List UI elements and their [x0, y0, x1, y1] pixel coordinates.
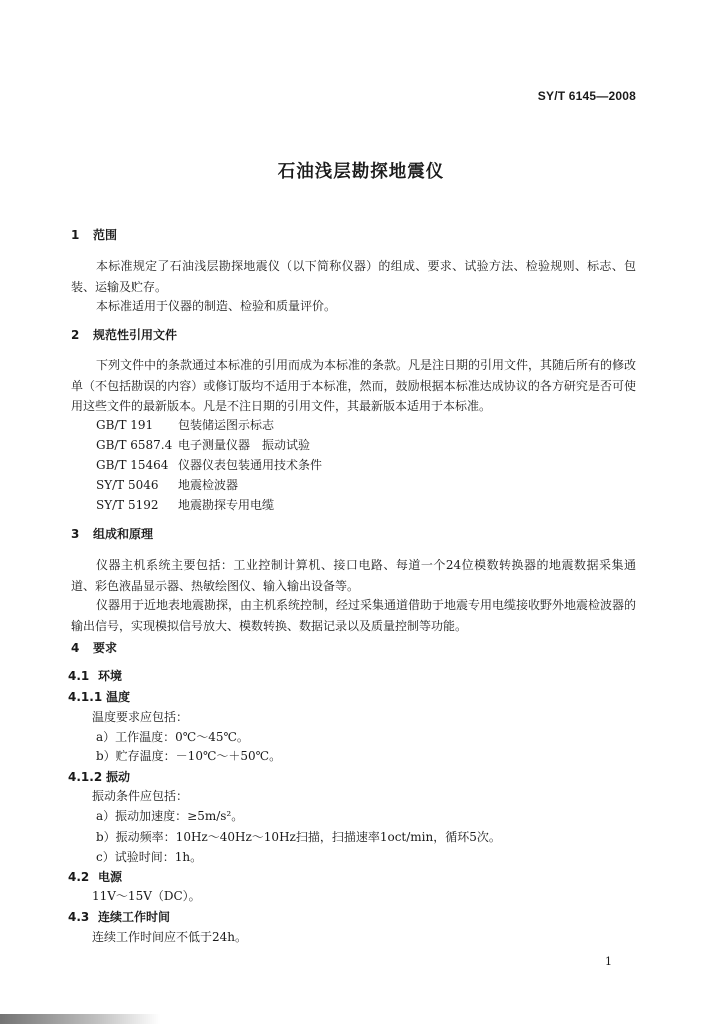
paragraph: 仪器用于近地表地震勘探，由主机系统控制，经过采集通道借助于地震专用电缆接收野外地震检波器的输出信号，实现模拟信号放大、模数转换、数据记录以及质量控制等功能。: [71, 598, 637, 633]
intro-text: 温度要求应包括：: [92, 710, 189, 724]
reference-name: 电子测量仪器 振动试验: [178, 438, 311, 452]
section-number: 4.1.1: [68, 690, 103, 704]
reference-name: 仪器仪表包装通用技术条件: [178, 458, 323, 472]
section-title: 组成和原理: [93, 527, 154, 541]
document-title: 石油浅层勘探地震仪: [277, 162, 445, 182]
reference-code: SY/T 5192: [96, 498, 159, 512]
reference-code: GB/T 15464: [96, 458, 169, 472]
list-item: b）贮存温度：－10℃～＋50℃。: [96, 749, 282, 763]
section-number: 4.2: [68, 870, 90, 884]
paragraph: 本标准适用于仪器的制造、检验和质量评价。: [96, 299, 337, 313]
section-2-heading: [71, 326, 177, 343]
section-title: 要求: [93, 641, 118, 655]
standard-code: SY/T 6145—2008: [537, 89, 636, 103]
section-1-heading: [71, 226, 117, 243]
section-title: 连续工作时间: [98, 910, 171, 924]
section-title: 规范性引用文件: [93, 328, 178, 342]
page-number: 1: [605, 955, 612, 968]
list-item: a）工作温度：0℃～45℃。: [96, 730, 249, 744]
section-title: 环境: [98, 669, 123, 683]
reference-item: [96, 476, 238, 493]
reference-name: 地震勘探专用电缆: [178, 498, 275, 512]
subsection-4-1-1-heading: [68, 688, 130, 705]
reference-code: GB/T 6587.4: [96, 438, 173, 452]
section-title: 电源: [98, 870, 123, 884]
paragraph: 本标准规定了石油浅层勘探地震仪（以下简称仪器）的组成、要求、试验方法、检验规则、标志、包装、运输及贮存。: [71, 259, 636, 294]
body-text: 11V～15V（DC）。: [92, 889, 201, 903]
paragraph: 下列文件中的条款通过本标准的引用而成为本标准的条款。凡是注日期的引用文件，其随后所有的修改单（不包括勘误的内容）或修订版均不适用于本标准，然而，鼓励根据本标准达成协议的各方研究是否可使用这些文件的最新版本。凡是不注日期的引用文件，其最新版本适用于本标准。: [71, 358, 637, 413]
reference-name: 地震检波器: [178, 478, 239, 492]
reference-code: SY/T 5046: [96, 478, 159, 492]
subsection-4-1-2-heading: [68, 768, 130, 785]
section-title: 温度: [106, 690, 131, 704]
section-4-heading: [71, 639, 117, 656]
paragraph: 仪器主机系统主要包括：工业控制计算机、接口电路、每道一个24位模数转换器的地震数据采集通道、彩色液晶显示器、热敏绘图仪、输入输出设备等。: [71, 558, 636, 593]
reference-item: [96, 416, 274, 433]
list-item: a）振动加速度：≥5m/s²。: [96, 809, 244, 823]
subsection-4-2-heading: [68, 868, 122, 885]
section-3-heading: [71, 525, 153, 542]
intro-text: 振动条件应包括：: [92, 789, 189, 803]
reference-item: [96, 436, 310, 453]
reference-code: GB/T 191: [96, 418, 154, 432]
reference-item: [96, 456, 322, 473]
reference-name: 包装储运图示标志: [178, 418, 275, 432]
section-number: 4: [71, 641, 80, 655]
list-item: b）振动频率：10Hz～40Hz～10Hz扫描，扫描速率1oct/min，循环5次。: [96, 830, 501, 844]
section-title: 范围: [93, 228, 118, 242]
scan-artifact: [0, 1014, 160, 1024]
body-text: 连续工作时间应不低于24h。: [92, 930, 247, 944]
section-number: 4.1.2: [68, 770, 103, 784]
section-title: 振动: [106, 770, 131, 784]
subsection-4-3-heading: [68, 908, 170, 925]
section-number: 4.1: [68, 669, 90, 683]
section-number: 3: [71, 527, 80, 541]
list-item: c）试验时间：1h。: [96, 850, 203, 864]
reference-item: [96, 496, 274, 513]
section-number: 2: [71, 328, 80, 342]
section-number: 4.3: [68, 910, 90, 924]
subsection-4-1-heading: [68, 667, 122, 684]
section-number: 1: [71, 228, 80, 242]
